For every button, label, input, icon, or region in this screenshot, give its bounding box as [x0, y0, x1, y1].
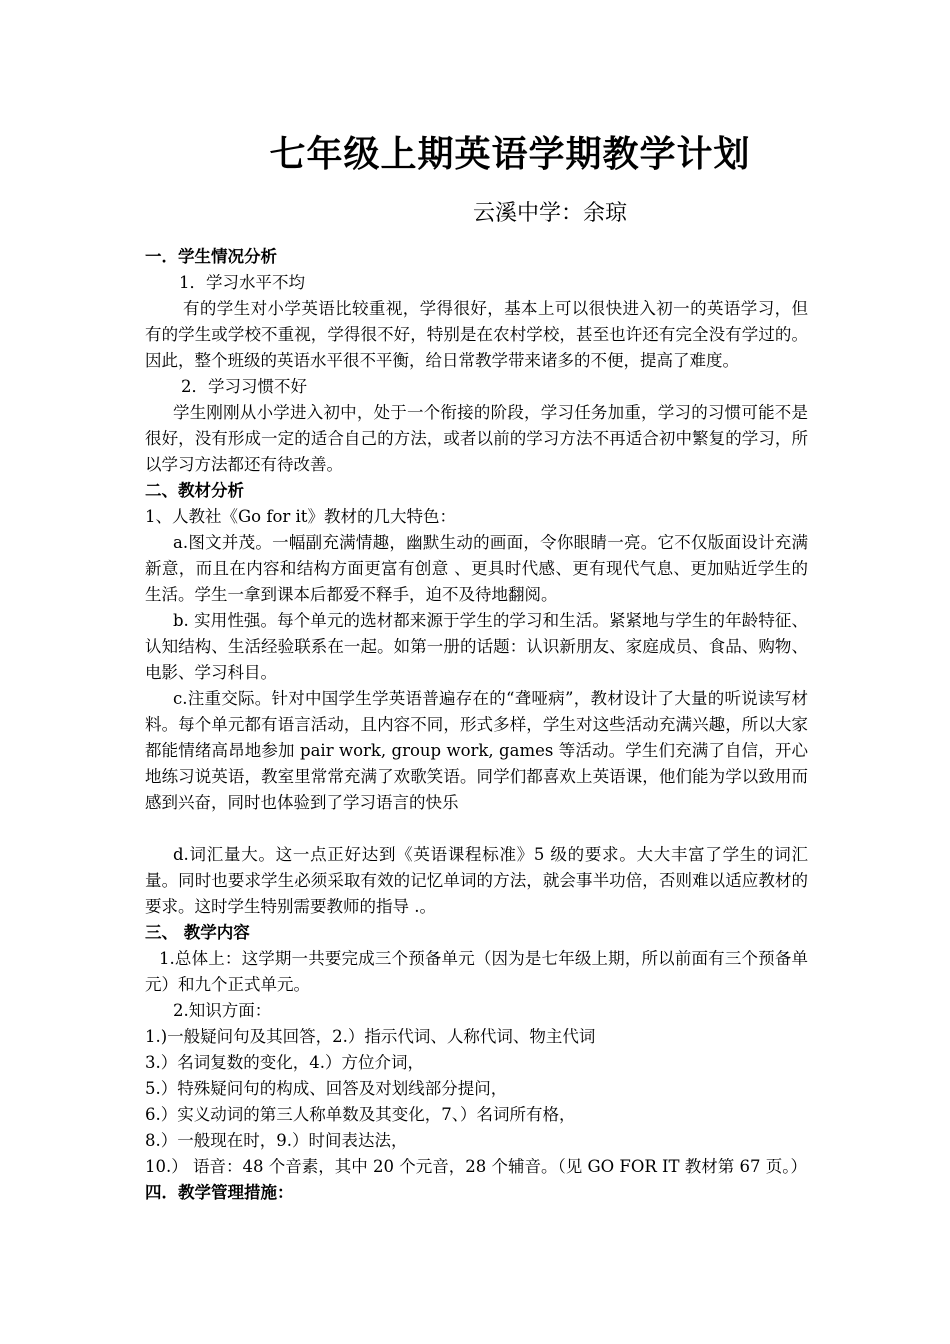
section-1-heading: 一．学生情况分析: [145, 247, 277, 266]
section-1-subheading-2: 2．学习习惯不好: [181, 377, 307, 396]
blank-line: [145, 816, 808, 842]
section-2-heading: 二、教材分析: [145, 481, 244, 500]
knowledge-item: 10.） 语音：48 个音素，其中 20 个元音，28 个辅音。（见 GO FOR IT 教材第 67 页。）: [145, 1157, 808, 1176]
section-3-paragraph-2: 2.知识方面：: [173, 1001, 272, 1020]
section-3-heading: 三、 教学内容: [145, 923, 250, 942]
knowledge-item: 3.）名词复数的变化，4.）方位介词，: [145, 1053, 424, 1072]
section-4-heading: 四．教学管理措施：: [145, 1183, 294, 1202]
author-line: 云溪中学：余琼: [473, 201, 628, 226]
section-2-item-a: a.图文并茂。一幅副充满情趣，幽默生动的画面，令你眼睛一亮。它不仅版面设计充满新意，而且在内容和结构方面更富有创意 、更具时代感、更有现代气息、更加贴近学生的生活。学生一拿到课本后都爱不释手，迫不及待地翻阅。: [145, 533, 808, 604]
section-1-subheading-1: 1．学习水平不均: [179, 273, 305, 292]
section-2-item-d: d.词汇量大。这一点正好达到《英语课程标准》5 级的要求。大大丰富了学生的词汇量。同时也要求学生必须采取有效的记忆单词的方法，就会事半功倍，否则难以适应教材的要求。这时学生特别需要教师的指导 .。: [145, 845, 808, 916]
knowledge-item: 5.）特殊疑问句的构成、回答及对划线部分提问，: [145, 1079, 508, 1098]
knowledge-item: 8.）一般现在时，9.）时间表达法，: [145, 1131, 408, 1150]
document-title: 七年级上期英语学期教学计划: [269, 133, 751, 175]
section-2-item-c: c.注重交际。针对中国学生学英语普遍存在的“聋哑病”，教材设计了大量的听说读写材料。每个单元都有语言活动，且内容不同，形式多样，学生对这些活动充满兴趣，所以大家都能情绪高昂地参加 pair work, group work, games 等活动。学生们充满了自信，开心地练习说英语，教室里常常充满了欢歌笑语。同学们都喜欢上英语课，他们能为学以致用而感到兴奋，同时也体验到了学习语言的快乐: [145, 689, 808, 812]
section-1-paragraph-1: 有的学生对小学英语比较重视，学得很好，基本上可以很快进入初一的英语学习，但有的学生或学校不重视，学得很不好，特别是在农村学校，甚至也许还有完全没有学过的。因此，整个班级的英语水平很不平衡，给日常教学带来诸多的不便，提高了难度。: [145, 299, 808, 370]
section-2-intro: 1、人教社《Go for it》教材的几大特色：: [145, 507, 456, 526]
section-3-paragraph-1: 1.总体上：这学期一共要完成三个预备单元（因为是七年级上期，所以前面有三个预备单元）和九个正式单元。: [145, 949, 808, 994]
section-2-item-b: b. 实用性强。每个单元的选材都来源于学生的学习和生活。紧紧地与学生的年龄特征、认知结构、生活经验联系在一起。如第一册的话题：认识新朋友、家庭成员、食品、购物、电影、学习科目。: [145, 611, 808, 682]
knowledge-item: 6.）实义动词的第三人称单数及其变化，7、）名词所有格，: [145, 1105, 576, 1124]
knowledge-item: 1.)一般疑问句及其回答，2.）指示代词、人称代词、物主代词: [145, 1027, 596, 1046]
document-body: [145, 244, 808, 1206]
section-1-paragraph-2: 学生刚刚从小学进入初中，处于一个衔接的阶段，学习任务加重，学习的习惯可能不是很好，没有形成一定的适合自己的方法，或者以前的学习方法不再适合初中繁复的学习，所以学习方法都还有待改善。: [145, 403, 808, 474]
